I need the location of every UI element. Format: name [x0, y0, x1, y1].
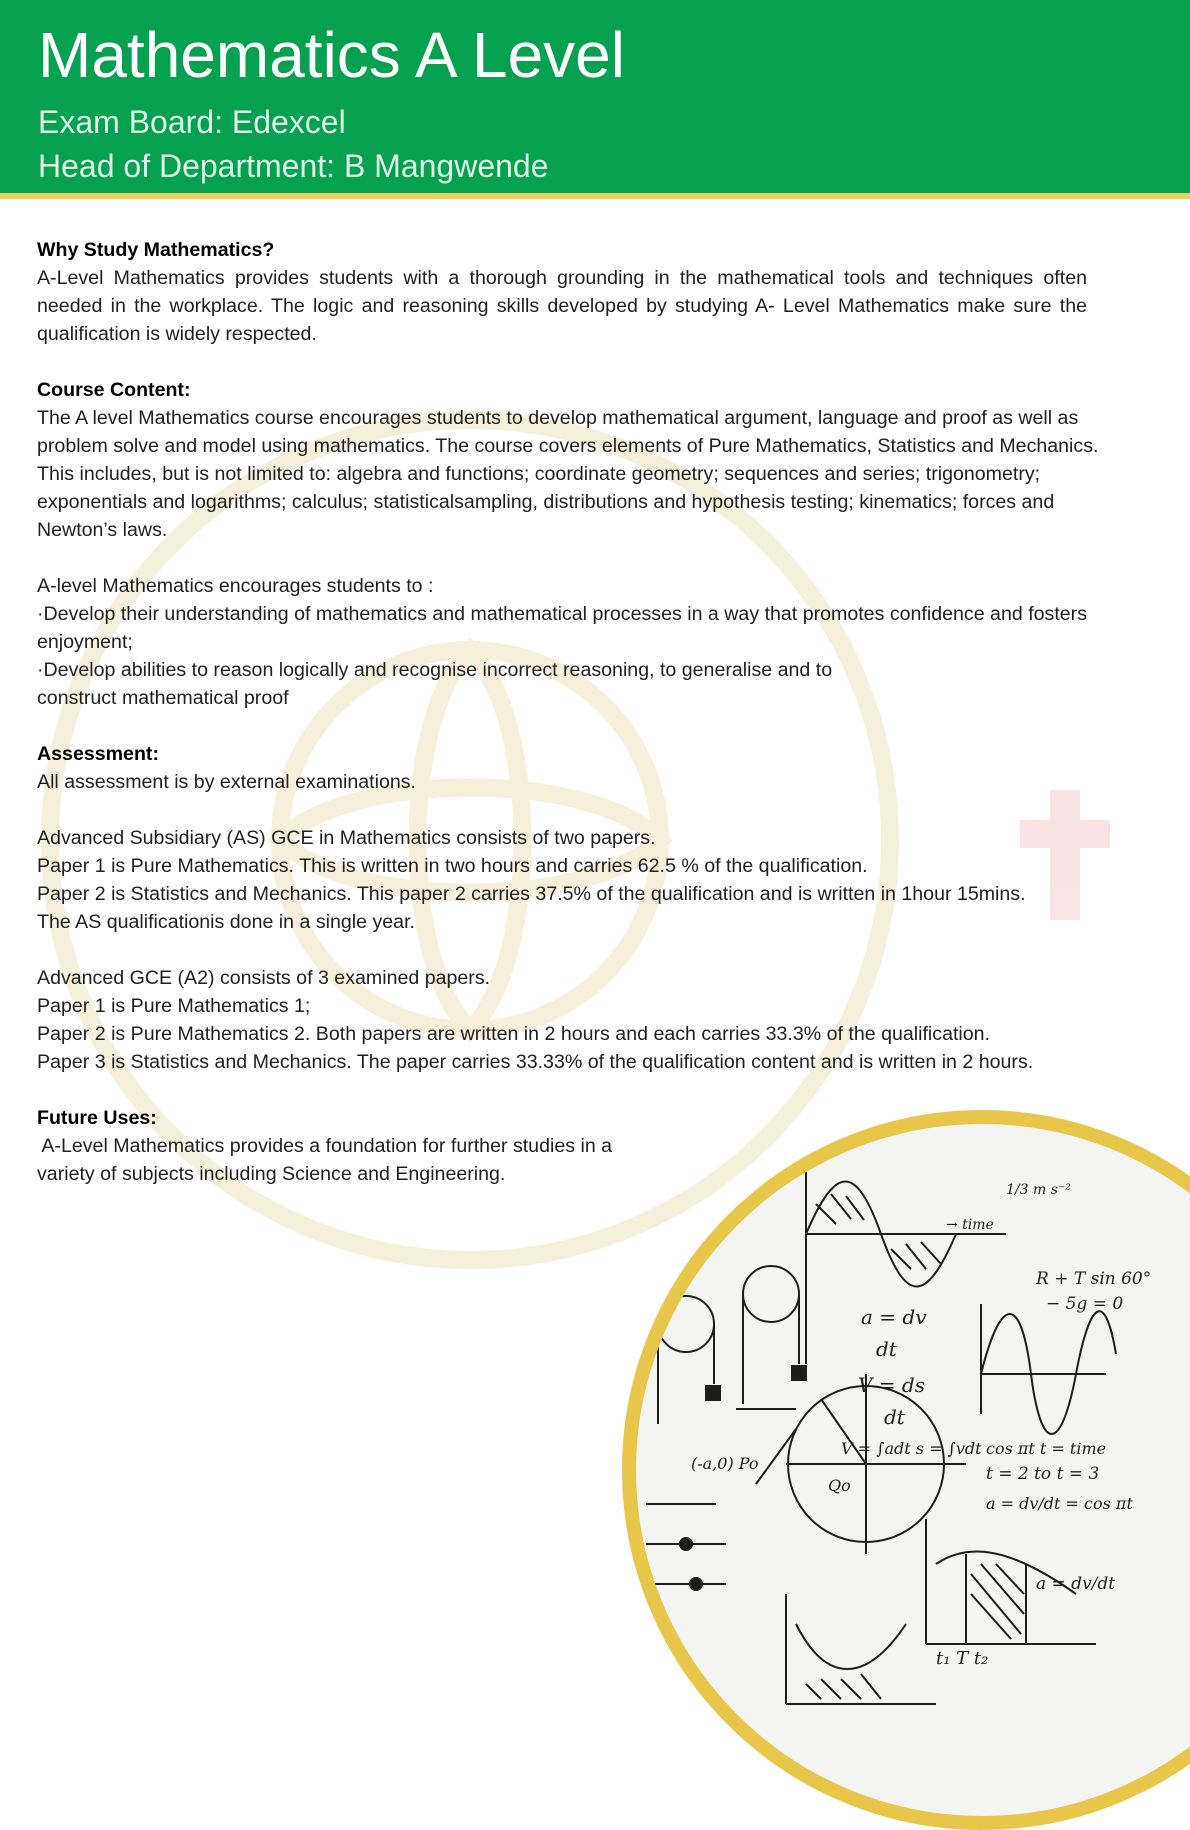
sketch-text-12: Qo: [828, 1476, 851, 1495]
sketch-text-9: t = 2 to t = 3: [986, 1464, 1100, 1484]
why-study-heading: Why Study Mathematics?: [37, 239, 275, 261]
assessment-heading: Assessment:: [37, 743, 159, 765]
as-note: The AS qualificationis done in a single year.: [37, 911, 415, 933]
a2-paper-2: Paper 2 is Pure Mathematics 2. Both papers are written in 2 hours and each carries 33.3% of the qualification.: [37, 1023, 990, 1045]
a2-paper-1: Paper 1 is Pure Mathematics 1;: [37, 995, 311, 1017]
sketch-text-14: 1/3 m s⁻²: [1006, 1182, 1071, 1198]
exam-board: Exam Board: Edexcel: [38, 104, 346, 140]
head-of-department: Head of Department: B Mangwende: [38, 148, 549, 184]
course-content-intro: A-level Mathematics encourages students to :: [37, 575, 434, 597]
main-content: [37, 236, 1127, 1188]
future-uses-heading: Future Uses:: [37, 1107, 157, 1129]
why-study-text: A-Level Mathematics provides students with a thorough grounding in the mathematical tools and techniques often needed in the workplace. The logic and reasoning skills developed by studying A- Level Mathematics make sure the qualification is widely respected.: [37, 267, 1087, 345]
sketch-text-8: cos πt t = time: [986, 1439, 1107, 1458]
sketch-text-2: dt: [876, 1337, 897, 1361]
sketch-text-3: V = ds: [858, 1373, 925, 1397]
as-paper-1: Paper 1 is Pure Mathematics. This is written in two hours and carries 62.5 % of the qualification.: [37, 855, 868, 877]
a2-paper-3: Paper 3 is Statistics and Mechanics. The paper carries 33.33% of the qualification content and is written in 2 hours.: [37, 1051, 1034, 1073]
assessment-text: All assessment is by external examinations.: [37, 771, 416, 793]
page-header: [0, 0, 1190, 199]
sketch-text-1: a = dv: [861, 1305, 927, 1329]
a2-intro: Advanced GCE (A2) consists of 3 examined papers.: [37, 967, 491, 989]
sketch-text-11: (-a,0) Po: [691, 1454, 759, 1473]
future-uses-line-1: A-Level Mathematics provides a foundation for further studies in a: [37, 1135, 613, 1157]
as-intro: Advanced Subsidiary (AS) GCE in Mathematics consists of two papers.: [37, 827, 656, 849]
sketch-text-4: dt: [884, 1405, 905, 1429]
sketch-text-13: → time: [946, 1217, 994, 1233]
sketch-text-5: V = ∫adt s = ∫vdt: [841, 1439, 982, 1458]
course-content-bullet-2-line-2: construct mathematical proof: [37, 687, 289, 709]
future-uses-line-2: variety of subjects including Science and Engineering.: [37, 1163, 506, 1185]
sketch-text-15: t₁ T t₂: [936, 1648, 989, 1669]
sketch-text-7: − 5g = 0: [1046, 1294, 1124, 1314]
sketch-text-16: a = dv/dt: [1036, 1574, 1116, 1594]
course-content-bullet-1: ·Develop their understanding of mathematics and mathematical processes in a way that promotes confidence and fosters enjoyment;: [37, 603, 1087, 653]
sketch-text-10: a = dv/dt = cos πt: [986, 1494, 1133, 1513]
math-sketch-drawing: [636, 1124, 1190, 1830]
course-content-heading: Course Content:: [37, 379, 191, 401]
as-paper-2: Paper 2 is Statistics and Mechanics. This paper 2 carries 37.5% of the qualification and is written in 1hour 15mins.: [37, 883, 1026, 905]
math-sketch-image: [622, 1110, 1190, 1830]
course-content-bullet-2-line-1: ·Develop abilities to reason logically and recognise incorrect reasoning, to generalise and to: [37, 659, 833, 681]
sketch-text-6: R + T sin 60°: [1036, 1269, 1152, 1289]
course-content-text: The A level Mathematics course encourages students to develop mathematical argument, language and proof as well as problem solve and model using mathematics. The course covers elements of Pure Mathematics, Statistics and Mechanics. This includes, but is not limited to: algebra and functions; coordinate geometry; sequences and series; trigonometry; exponentials and logarithms; calculus; statisticalsampling, distributions and hypothesis testing; kinematics; forces and Newton’s laws.: [37, 407, 1099, 541]
page-title: Mathematics A Level: [38, 19, 625, 91]
